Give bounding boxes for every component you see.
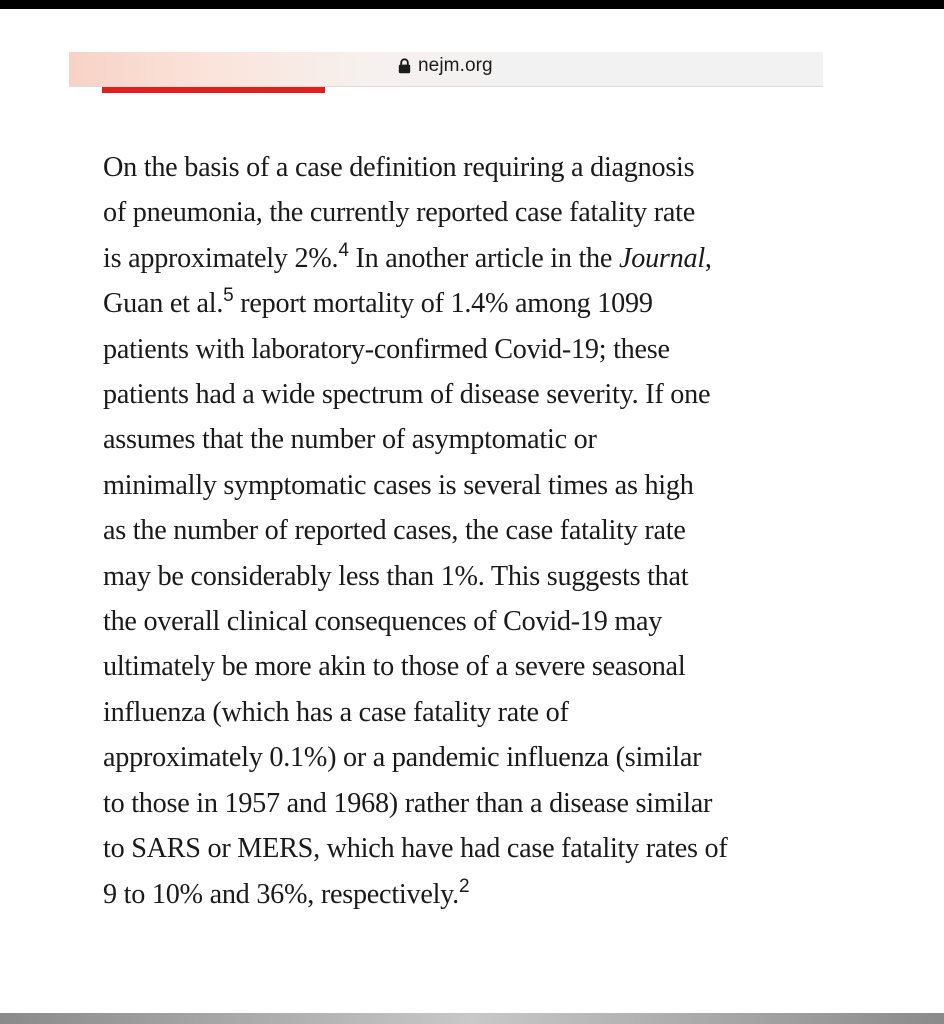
article-line: On the basis of a case definition requiring a diagnosis (103, 152, 695, 183)
article-line: to those in 1957 and 1968) rather than a disease similar (103, 787, 713, 819)
line-text: report mortality of 1.4% among 1099 (233, 288, 653, 320)
line-text: In another article in the (348, 242, 619, 274)
article-line: influenza (which has a case fatality rate of (103, 696, 569, 728)
article-line: to SARS or MERS, which have had case fatality rates of (103, 833, 728, 865)
article-line: the overall clinical consequences of Covid-19 may (103, 606, 663, 638)
article-line (103, 281, 813, 326)
reference-link[interactable]: 2 (458, 875, 470, 897)
line-text: Guan et al. (103, 288, 224, 320)
url-display[interactable] (398, 54, 493, 78)
article-line: as the number of reported cases, the case fatality rate (103, 515, 686, 547)
article-line: assumes that the number of asymptomatic or (103, 424, 597, 456)
article-line: minimally symptomatic cases is several times as high (103, 469, 694, 501)
article-line: approximately 0.1%) or a pandemic influenza (similar (103, 742, 702, 774)
article-line: patients with laboratory-confirmed Covid-19; these (103, 333, 670, 365)
bottom-navigation-bar (0, 1013, 944, 1024)
url-text: nejm.org (418, 55, 493, 76)
reference-link[interactable]: 4 (338, 239, 349, 261)
article-line (103, 236, 813, 281)
article-line (103, 872, 813, 917)
page-load-progress-bar (102, 87, 325, 93)
article-line: patients had a wide spectrum of disease severity. If one (103, 379, 711, 411)
article-line: may be considerably less than 1%. This suggests that (103, 560, 689, 592)
article-line: ultimately be more akin to those of a severe seasonal (103, 651, 686, 683)
top-status-bar (0, 0, 944, 9)
line-text: , (704, 242, 712, 274)
reference-link[interactable]: 5 (223, 285, 234, 307)
lock-icon (398, 58, 411, 74)
line-text: 9 to 10% and 36%, respectively. (103, 878, 459, 910)
line-text: is approximately 2%. (103, 242, 339, 274)
journal-name: Journal (618, 242, 705, 274)
article-paragraph (103, 145, 813, 917)
article-line: of pneumonia, the currently reported case fatality rate (103, 197, 696, 229)
